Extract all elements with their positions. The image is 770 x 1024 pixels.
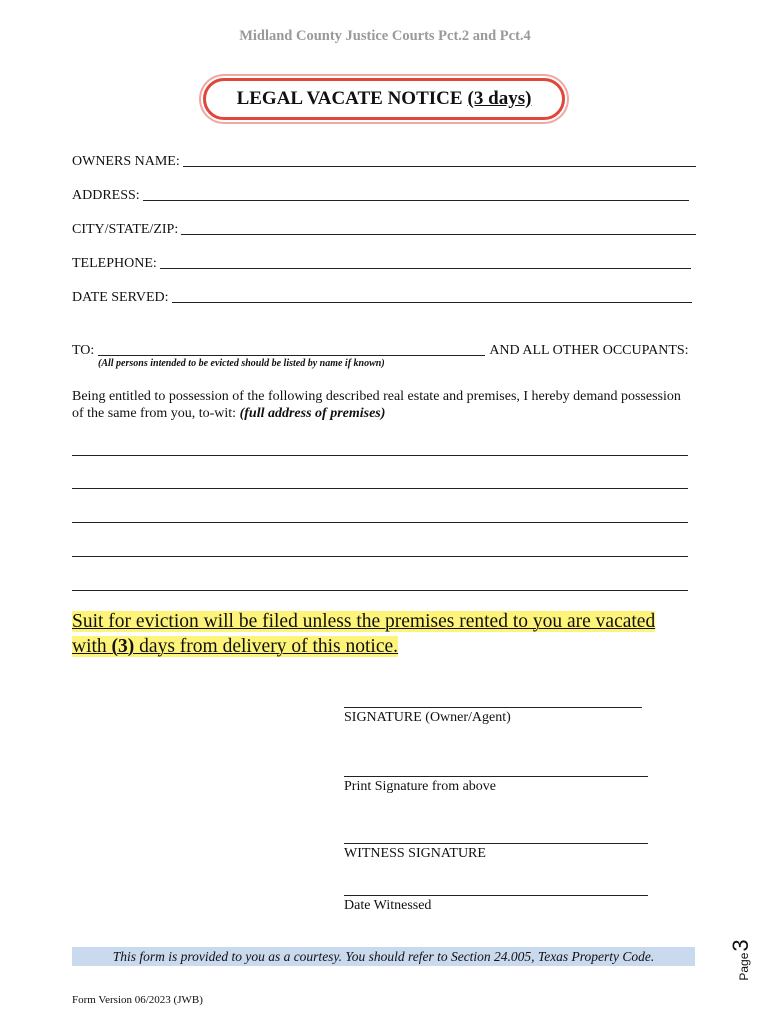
notice-title-days: (3 days) (467, 88, 532, 109)
demand-text: Being entitled to possession of the following described real estate and premises, I hereby demand possession of the same from you, to-wit: (72, 389, 681, 421)
date-served-field[interactable] (72, 288, 692, 306)
warning-text-end: days from delivery of this notice. (134, 636, 399, 657)
all-occupants-label: AND ALL OTHER OCCUPANTS: (489, 343, 689, 358)
demand-paragraph (72, 388, 692, 422)
date-served-line[interactable] (172, 288, 693, 303)
premises-line[interactable] (72, 522, 688, 523)
print-signature-line[interactable] (344, 776, 648, 777)
to-label: TO: (72, 343, 95, 358)
date-witnessed-label: Date Witnessed (344, 898, 432, 913)
to-field[interactable] (72, 341, 696, 359)
court-header: Midland County Justice Courts Pct.2 and Pct.4 (239, 28, 531, 44)
date-witnessed-line[interactable] (344, 895, 648, 896)
notice-title (203, 78, 565, 120)
witness-signature-line[interactable] (344, 843, 648, 844)
address-field[interactable] (72, 186, 689, 204)
field-label: TELEPHONE: (72, 256, 157, 271)
courtesy-text: This form is provided to you as a courtesy. You should refer to Section 24.005, Texas Property Code. (112, 948, 655, 964)
field-label: OWNERS NAME: (72, 154, 180, 169)
premises-line[interactable] (72, 556, 688, 557)
page-number (728, 940, 768, 980)
premises-line[interactable] (72, 455, 688, 456)
warning-days: (3) (111, 636, 135, 657)
print-signature-label: Print Signature from above (344, 779, 497, 794)
owner-signature-label: SIGNATURE (Owner/Agent) (344, 710, 511, 725)
eviction-warning (72, 609, 682, 659)
to-note: (All persons intended to be evicted should be listed by name if known) (98, 358, 385, 369)
page-number-value: 3 (728, 939, 753, 952)
address-line[interactable] (143, 186, 689, 201)
premises-line[interactable] (72, 488, 688, 489)
witness-signature-label: WITNESS SIGNATURE (344, 846, 486, 861)
premises-line[interactable] (72, 590, 688, 591)
to-line[interactable] (98, 341, 485, 356)
form-version: Form Version 06/2023 (JWB) (72, 994, 203, 1006)
city-state-zip-line[interactable] (181, 220, 696, 235)
demand-emphasis: (full address of premises) (239, 406, 386, 421)
page-word: Page (737, 952, 751, 981)
field-label: CITY/STATE/ZIP: (72, 222, 179, 237)
owners-name-line[interactable] (183, 152, 696, 167)
owner-signature-line[interactable] (344, 707, 642, 708)
notice-title-main: LEGAL VACATE NOTICE (236, 88, 463, 109)
owners-name-field[interactable] (72, 152, 696, 170)
field-label: DATE SERVED: (72, 290, 169, 305)
city-state-zip-field[interactable] (72, 220, 696, 238)
telephone-line[interactable] (160, 254, 691, 269)
telephone-field[interactable] (72, 254, 691, 272)
field-label: ADDRESS: (72, 188, 140, 203)
warning-text: Suit for eviction will be filed unless the premises rented to you are vacated with (72, 611, 656, 657)
courtesy-footer (72, 947, 695, 966)
